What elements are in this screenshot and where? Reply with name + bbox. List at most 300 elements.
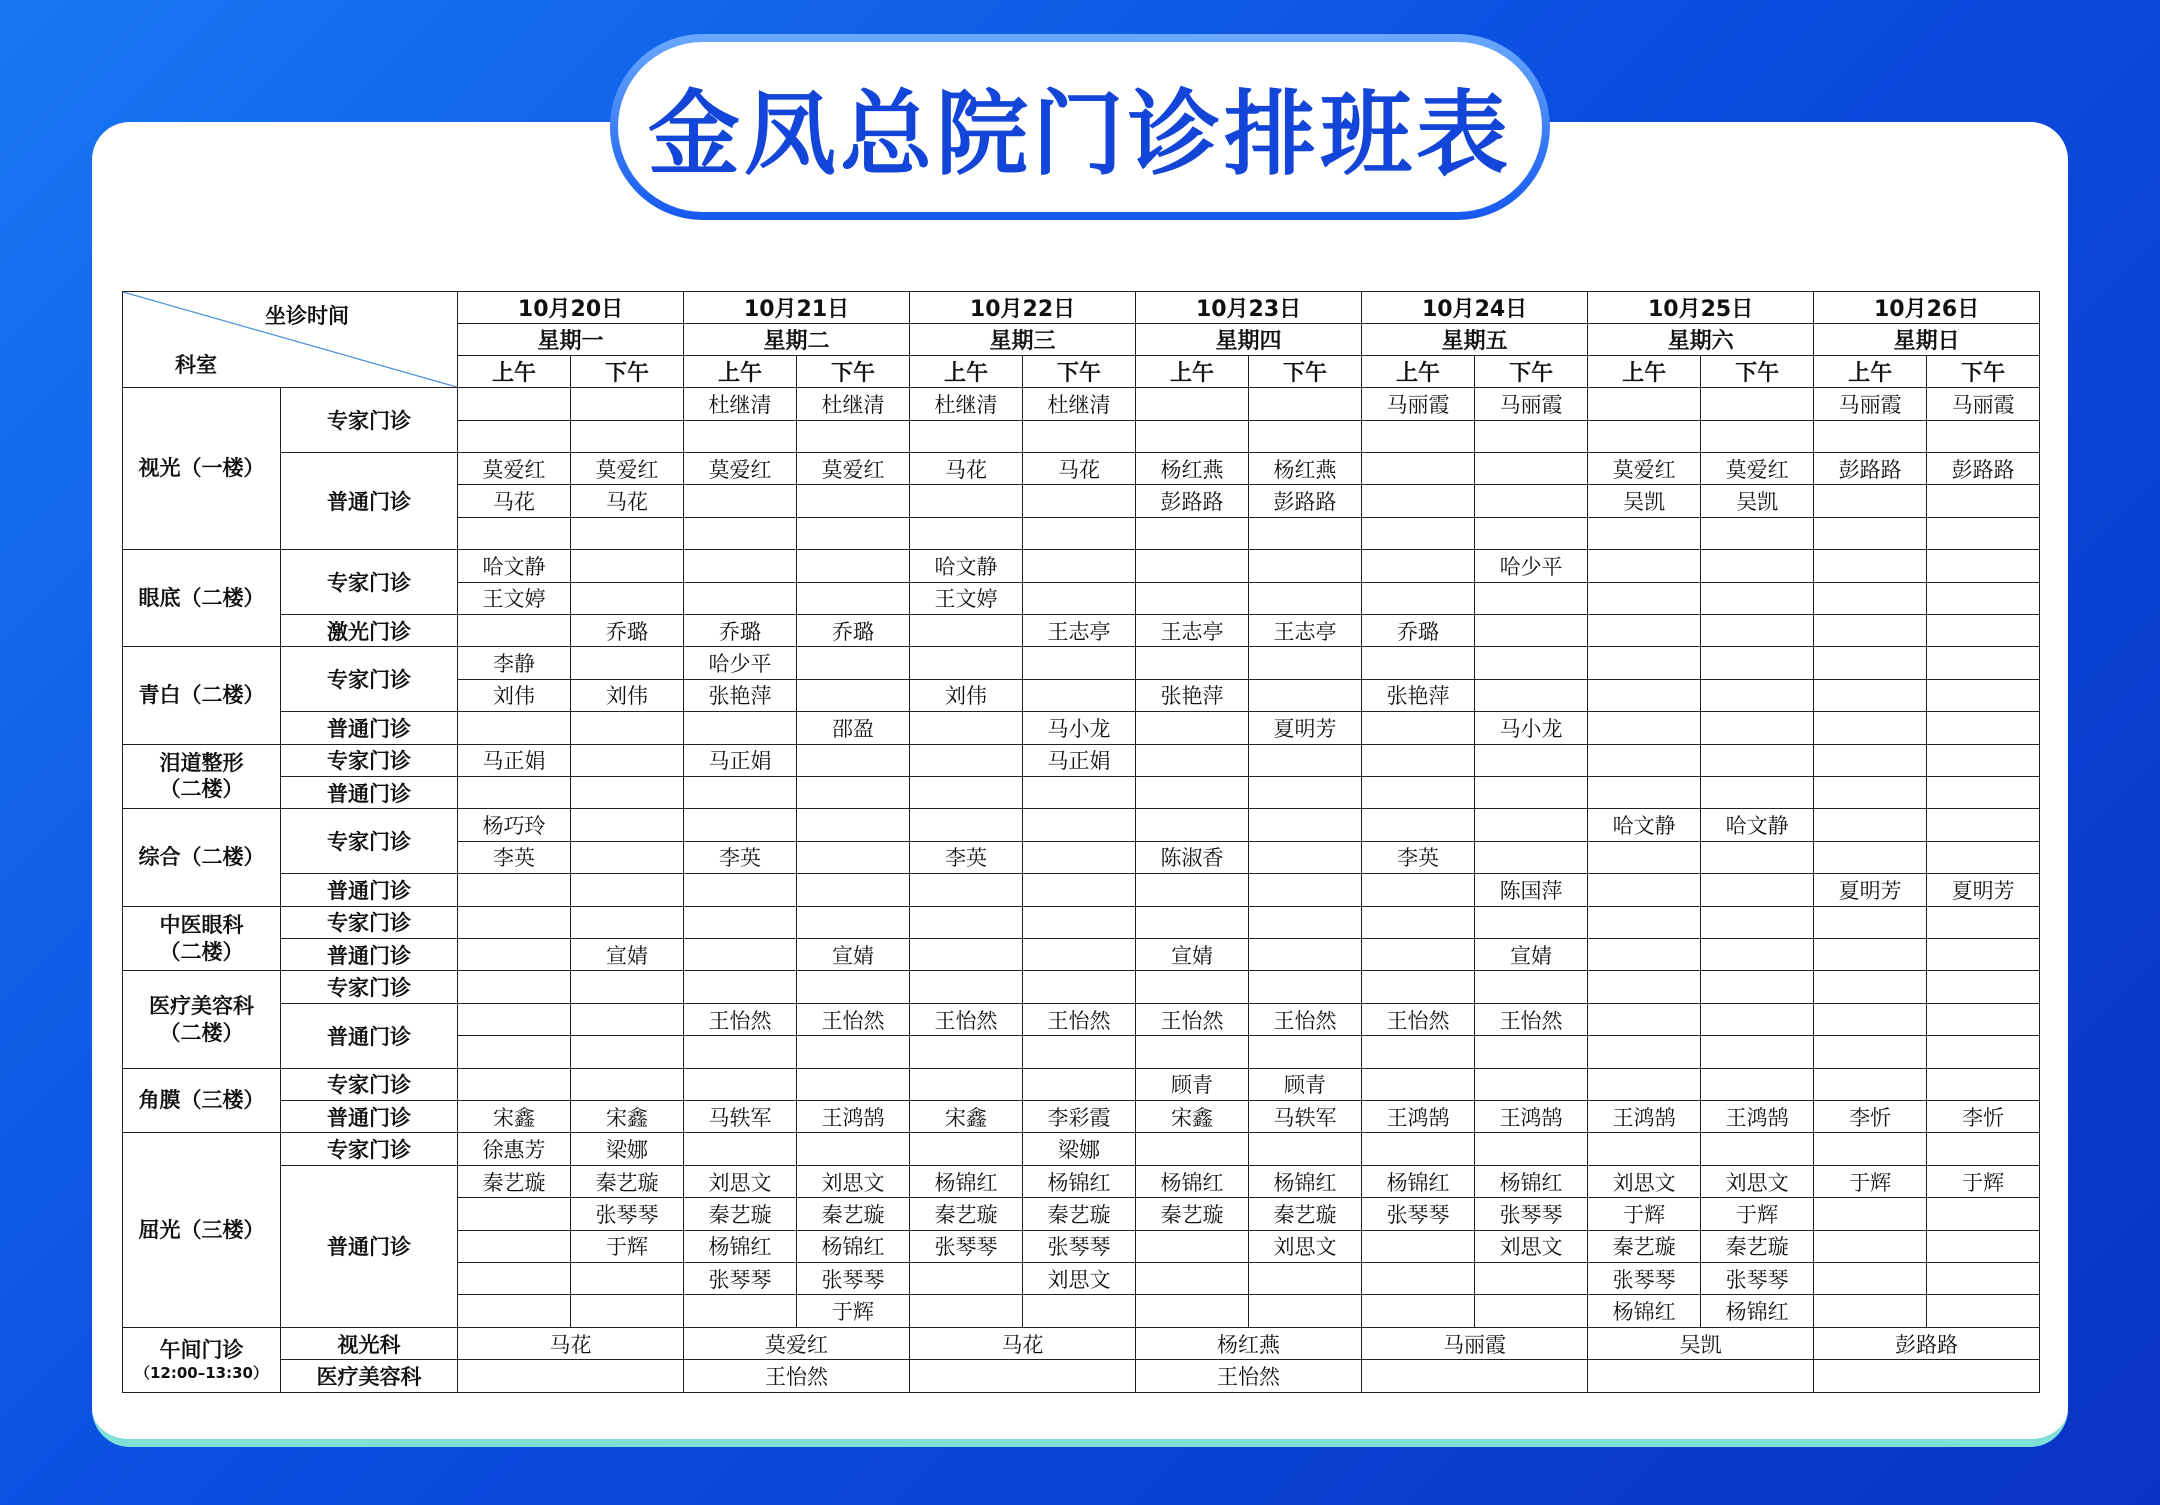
schedule-cell	[1475, 679, 1588, 711]
schedule-cell	[1136, 776, 1249, 808]
schedule-cell: 李英	[1362, 841, 1475, 873]
corner-header	[123, 292, 458, 388]
schedule-cell: 于辉	[571, 1230, 684, 1262]
schedule-cell	[1814, 614, 1927, 646]
table-row	[123, 971, 2040, 1003]
noon-clinic-type: 医疗美容科	[281, 1360, 458, 1393]
schedule-cell	[797, 971, 910, 1003]
schedule-cell	[797, 874, 910, 906]
schedule-cell	[1249, 971, 1362, 1003]
schedule-cell	[1362, 1230, 1475, 1262]
schedule-cell	[1023, 776, 1136, 808]
schedule-cell	[910, 420, 1023, 452]
schedule-cell: 刘思文	[1701, 1165, 1814, 1197]
schedule-cell: 王怡然	[1023, 1003, 1136, 1035]
schedule-cell	[1927, 485, 2040, 517]
schedule-cell	[1701, 906, 1814, 938]
schedule-cell	[1475, 1036, 1588, 1068]
schedule-cell	[571, 906, 684, 938]
schedule-cell	[1814, 841, 1927, 873]
department-label: 青白（二楼）	[123, 647, 281, 744]
schedule-cell	[1927, 1133, 2040, 1165]
schedule-cell: 于辉	[1588, 1198, 1701, 1230]
schedule-cell	[1023, 906, 1136, 938]
schedule-cell	[1249, 939, 1362, 971]
schedule-cell	[797, 647, 910, 679]
noon-clinic-type: 视光科	[281, 1327, 458, 1359]
schedule-cell	[1814, 1198, 1927, 1230]
schedule-cell	[1701, 971, 1814, 1003]
schedule-table	[122, 291, 2040, 1393]
schedule-cell: 杨锦红	[910, 1165, 1023, 1197]
table-row	[123, 744, 2040, 776]
schedule-cell	[1249, 517, 1362, 549]
schedule-cell	[458, 939, 571, 971]
schedule-cell: 于辉	[797, 1295, 910, 1327]
schedule-cell	[1023, 1295, 1136, 1327]
schedule-cell: 刘思文	[797, 1165, 910, 1197]
schedule-cell	[1362, 647, 1475, 679]
schedule-cell	[571, 388, 684, 420]
schedule-cell	[1588, 776, 1701, 808]
schedule-cell	[1362, 1263, 1475, 1295]
table-row	[123, 809, 2040, 841]
schedule-cell	[1588, 874, 1701, 906]
weekday-header: 星期三	[910, 324, 1136, 356]
date-header: 10月24日	[1362, 292, 1588, 324]
noon-schedule-cell: 王怡然	[1136, 1360, 1362, 1393]
weekday-header: 星期日	[1814, 324, 2040, 356]
noon-schedule-cell	[458, 1360, 684, 1393]
period-am-header: 上午	[1362, 356, 1475, 388]
table-row	[123, 614, 2040, 646]
schedule-cell	[684, 582, 797, 614]
schedule-cell: 王怡然	[1475, 1003, 1588, 1035]
schedule-cell	[1701, 388, 1814, 420]
schedule-cell: 王文婷	[910, 582, 1023, 614]
schedule-cell	[1023, 679, 1136, 711]
schedule-cell: 杨锦红	[1701, 1295, 1814, 1327]
schedule-cell: 莫爱红	[458, 452, 571, 484]
schedule-cell	[571, 744, 684, 776]
schedule-cell	[1701, 744, 1814, 776]
schedule-cell: 张琴琴	[684, 1263, 797, 1295]
schedule-cell	[1362, 550, 1475, 582]
schedule-cell	[797, 1133, 910, 1165]
schedule-cell: 莫爱红	[684, 452, 797, 484]
clinic-type-label: 激光门诊	[281, 614, 458, 646]
schedule-cell: 李英	[910, 841, 1023, 873]
department-label: 屈光（三楼）	[123, 1133, 281, 1327]
schedule-cell	[458, 776, 571, 808]
schedule-cell	[571, 582, 684, 614]
schedule-cell	[1588, 614, 1701, 646]
schedule-cell	[1814, 1003, 1927, 1035]
schedule-cell	[1136, 582, 1249, 614]
schedule-cell	[1475, 647, 1588, 679]
schedule-cell	[1588, 712, 1701, 744]
schedule-cell	[684, 517, 797, 549]
schedule-cell	[571, 517, 684, 549]
schedule-cell	[684, 776, 797, 808]
schedule-cell	[1023, 550, 1136, 582]
schedule-cell	[1475, 744, 1588, 776]
schedule-cell	[1814, 1068, 1927, 1100]
table-row	[123, 1068, 2040, 1100]
weekday-header: 星期五	[1362, 324, 1588, 356]
schedule-cell	[1588, 420, 1701, 452]
schedule-cell: 梁娜	[571, 1133, 684, 1165]
period-pm-header: 下午	[1023, 356, 1136, 388]
schedule-cell	[1588, 744, 1701, 776]
schedule-cell: 杨锦红	[1475, 1165, 1588, 1197]
table-row	[123, 1101, 2040, 1133]
schedule-cell	[1362, 1068, 1475, 1100]
schedule-cell	[1814, 679, 1927, 711]
schedule-cell	[1362, 744, 1475, 776]
clinic-type-label: 专家门诊	[281, 809, 458, 874]
schedule-cell: 马花	[910, 452, 1023, 484]
period-am-header: 上午	[458, 356, 571, 388]
period-am-header: 上午	[684, 356, 797, 388]
schedule-cell	[1362, 452, 1475, 484]
schedule-cell: 莫爱红	[1701, 452, 1814, 484]
schedule-cell	[1362, 1036, 1475, 1068]
schedule-cell	[1701, 712, 1814, 744]
schedule-cell: 宣婧	[1136, 939, 1249, 971]
schedule-cell	[1588, 1003, 1701, 1035]
schedule-cell	[797, 485, 910, 517]
schedule-cell: 张琴琴	[797, 1263, 910, 1295]
schedule-cell: 吴凯	[1588, 485, 1701, 517]
schedule-cell: 李英	[458, 841, 571, 873]
table-row	[123, 647, 2040, 679]
schedule-cell	[1814, 1036, 1927, 1068]
schedule-cell: 杜继清	[1023, 388, 1136, 420]
schedule-cell: 秦艺璇	[1023, 1198, 1136, 1230]
title-banner	[610, 34, 1550, 220]
schedule-cell: 马花	[1023, 452, 1136, 484]
table-row	[123, 906, 2040, 938]
schedule-cell	[1588, 906, 1701, 938]
schedule-cell: 张艳萍	[684, 679, 797, 711]
schedule-cell	[684, 1295, 797, 1327]
schedule-cell	[1475, 906, 1588, 938]
schedule-cell	[458, 906, 571, 938]
schedule-cell	[1475, 1263, 1588, 1295]
schedule-cell: 刘思文	[1475, 1230, 1588, 1262]
schedule-cell: 秦艺璇	[1701, 1230, 1814, 1262]
schedule-cell	[797, 906, 910, 938]
schedule-cell: 刘伟	[571, 679, 684, 711]
schedule-cell: 王怡然	[1362, 1003, 1475, 1035]
schedule-cell	[1249, 1133, 1362, 1165]
schedule-cell	[1475, 517, 1588, 549]
schedule-cell	[910, 1133, 1023, 1165]
table-row	[123, 1003, 2040, 1035]
schedule-cell	[1701, 1068, 1814, 1100]
schedule-cell	[1814, 712, 1927, 744]
schedule-cell	[910, 1036, 1023, 1068]
period-am-header: 上午	[1814, 356, 1927, 388]
schedule-cell: 杨锦红	[1023, 1165, 1136, 1197]
schedule-cell	[571, 1263, 684, 1295]
schedule-cell	[1814, 485, 1927, 517]
schedule-cell	[1927, 1198, 2040, 1230]
period-am-header: 上午	[910, 356, 1023, 388]
schedule-cell: 秦艺璇	[1136, 1198, 1249, 1230]
schedule-cell: 刘伟	[910, 679, 1023, 711]
schedule-cell	[1249, 1295, 1362, 1327]
schedule-cell: 马花	[571, 485, 684, 517]
schedule-cell	[571, 1036, 684, 1068]
schedule-cell: 乔璐	[684, 614, 797, 646]
period-pm-header: 下午	[1701, 356, 1814, 388]
schedule-cell	[684, 550, 797, 582]
clinic-type-label: 专家门诊	[281, 550, 458, 615]
schedule-cell: 莫爱红	[571, 452, 684, 484]
schedule-cell: 张琴琴	[1475, 1198, 1588, 1230]
schedule-cell: 哈文静	[1701, 809, 1814, 841]
schedule-cell: 杨锦红	[1588, 1295, 1701, 1327]
schedule-cell	[797, 809, 910, 841]
schedule-cell	[1588, 1068, 1701, 1100]
schedule-cell	[1475, 971, 1588, 1003]
schedule-cell	[1475, 485, 1588, 517]
schedule-cell: 马丽霞	[1927, 388, 2040, 420]
clinic-type-label: 普通门诊	[281, 1101, 458, 1133]
schedule-cell	[1362, 971, 1475, 1003]
schedule-cell	[1814, 939, 1927, 971]
department-label: 视光（一楼）	[123, 388, 281, 550]
schedule-cell: 秦艺璇	[684, 1198, 797, 1230]
schedule-cell	[1814, 550, 1927, 582]
schedule-cell	[1927, 1036, 2040, 1068]
schedule-cell	[1249, 874, 1362, 906]
schedule-cell	[1927, 809, 2040, 841]
period-pm-header: 下午	[1927, 356, 2040, 388]
schedule-cell	[1475, 452, 1588, 484]
schedule-cell: 王鸿鹄	[797, 1101, 910, 1133]
schedule-cell	[1362, 485, 1475, 517]
schedule-cell: 王鸿鹄	[1475, 1101, 1588, 1133]
schedule-cell	[1249, 679, 1362, 711]
schedule-cell: 杨红燕	[1249, 452, 1362, 484]
schedule-cell: 哈少平	[684, 647, 797, 679]
schedule-cell: 王志亭	[1136, 614, 1249, 646]
schedule-cell	[1927, 1003, 2040, 1035]
weekday-header: 星期六	[1588, 324, 1814, 356]
schedule-cell	[458, 1263, 571, 1295]
schedule-cell: 张琴琴	[1023, 1230, 1136, 1262]
schedule-cell	[1814, 647, 1927, 679]
schedule-cell	[458, 1198, 571, 1230]
schedule-cell	[458, 420, 571, 452]
schedule-cell	[910, 1068, 1023, 1100]
schedule-cell	[1927, 712, 2040, 744]
schedule-cell	[1362, 1295, 1475, 1327]
schedule-cell	[1701, 420, 1814, 452]
schedule-cell	[684, 1068, 797, 1100]
schedule-cell: 刘思文	[684, 1165, 797, 1197]
schedule-cell: 刘思文	[1023, 1263, 1136, 1295]
schedule-cell	[1814, 517, 1927, 549]
schedule-cell: 杨锦红	[1136, 1165, 1249, 1197]
noon-schedule-cell: 杨红燕	[1136, 1327, 1362, 1359]
schedule-cell	[1249, 647, 1362, 679]
table-row	[123, 1133, 2040, 1165]
schedule-cell	[571, 1068, 684, 1100]
department-label: 综合（二楼）	[123, 809, 281, 906]
schedule-cell: 王鸿鹄	[1588, 1101, 1701, 1133]
schedule-cell	[1249, 809, 1362, 841]
schedule-cell	[1701, 517, 1814, 549]
schedule-cell: 夏明芳	[1927, 874, 2040, 906]
schedule-cell	[1701, 647, 1814, 679]
schedule-cell: 宣婧	[571, 939, 684, 971]
clinic-type-label: 普通门诊	[281, 874, 458, 906]
schedule-cell	[1814, 1230, 1927, 1262]
schedule-cell	[1814, 809, 1927, 841]
schedule-cell	[571, 971, 684, 1003]
schedule-cell: 马正娟	[458, 744, 571, 776]
schedule-cell	[1023, 971, 1136, 1003]
schedule-cell	[1475, 776, 1588, 808]
table-row	[123, 388, 2040, 420]
schedule-cell	[1588, 679, 1701, 711]
clinic-type-label: 普通门诊	[281, 776, 458, 808]
schedule-cell: 马小龙	[1475, 712, 1588, 744]
clinic-type-label: 普通门诊	[281, 452, 458, 549]
schedule-cell	[684, 1133, 797, 1165]
schedule-cell	[1927, 647, 2040, 679]
schedule-cell	[1927, 582, 2040, 614]
schedule-cell	[1927, 971, 2040, 1003]
schedule-cell	[1249, 1036, 1362, 1068]
schedule-cell	[571, 874, 684, 906]
schedule-cell	[910, 809, 1023, 841]
schedule-cell	[684, 1036, 797, 1068]
schedule-cell: 马轶军	[1249, 1101, 1362, 1133]
schedule-cell	[571, 776, 684, 808]
noon-clinic-hours: （12:00–13:30）	[135, 1363, 268, 1382]
schedule-cell: 李英	[684, 841, 797, 873]
clinic-type-label: 专家门诊	[281, 647, 458, 712]
schedule-cell	[1701, 1003, 1814, 1035]
schedule-cell: 秦艺璇	[797, 1198, 910, 1230]
schedule-cell: 王怡然	[1249, 1003, 1362, 1035]
schedule-cell: 宣婧	[797, 939, 910, 971]
schedule-cell	[797, 841, 910, 873]
schedule-cell	[1814, 971, 1927, 1003]
clinic-type-label: 普通门诊	[281, 1003, 458, 1068]
schedule-cell	[1023, 841, 1136, 873]
schedule-cell: 秦艺璇	[1588, 1230, 1701, 1262]
schedule-cell	[910, 647, 1023, 679]
schedule-cell: 哈文静	[458, 550, 571, 582]
schedule-cell	[1023, 1068, 1136, 1100]
schedule-cell	[1927, 776, 2040, 808]
schedule-cell: 于辉	[1701, 1198, 1814, 1230]
schedule-cell	[1136, 1230, 1249, 1262]
schedule-cell	[910, 906, 1023, 938]
schedule-cell	[1588, 939, 1701, 971]
noon-schedule-cell	[1362, 1360, 1588, 1393]
schedule-cell: 宋鑫	[458, 1101, 571, 1133]
schedule-cell: 张琴琴	[1701, 1263, 1814, 1295]
schedule-cell: 杨红燕	[1136, 452, 1249, 484]
schedule-cell	[684, 712, 797, 744]
schedule-cell	[1136, 1263, 1249, 1295]
schedule-cell	[1701, 1133, 1814, 1165]
schedule-cell	[1136, 517, 1249, 549]
schedule-cell	[1927, 679, 2040, 711]
schedule-cell	[1249, 776, 1362, 808]
schedule-cell	[1814, 420, 1927, 452]
schedule-cell	[684, 971, 797, 1003]
schedule-cell: 张艳萍	[1136, 679, 1249, 711]
corner-time-label: 坐诊时间	[265, 304, 349, 328]
period-am-header: 上午	[1588, 356, 1701, 388]
schedule-cell: 李静	[458, 647, 571, 679]
schedule-cell	[458, 1295, 571, 1327]
department-label: 眼底（二楼）	[123, 550, 281, 647]
schedule-cell	[910, 776, 1023, 808]
clinic-type-label: 专家门诊	[281, 971, 458, 1003]
schedule-cell	[1249, 841, 1362, 873]
schedule-cell	[684, 809, 797, 841]
schedule-cell: 马轶军	[684, 1101, 797, 1133]
schedule-cell	[1475, 1295, 1588, 1327]
schedule-cell	[797, 744, 910, 776]
schedule-cell	[1814, 1295, 1927, 1327]
schedule-cell	[1136, 906, 1249, 938]
schedule-cell	[1023, 420, 1136, 452]
schedule-cell	[1588, 550, 1701, 582]
clinic-type-label: 普通门诊	[281, 1165, 458, 1327]
weekday-header: 星期一	[458, 324, 684, 356]
schedule-cell: 杨锦红	[1362, 1165, 1475, 1197]
schedule-cell: 刘思文	[1588, 1165, 1701, 1197]
period-pm-header: 下午	[571, 356, 684, 388]
schedule-cell	[1023, 582, 1136, 614]
date-header: 10月23日	[1136, 292, 1362, 324]
schedule-cell	[1475, 1068, 1588, 1100]
weekday-header: 星期四	[1136, 324, 1362, 356]
schedule-cell: 顾青	[1136, 1068, 1249, 1100]
schedule-cell	[684, 874, 797, 906]
schedule-cell	[1814, 744, 1927, 776]
schedule-cell: 梁娜	[1023, 1133, 1136, 1165]
schedule-cell: 彭路路	[1814, 452, 1927, 484]
schedule-cell	[1362, 1133, 1475, 1165]
schedule-cell: 李忻	[1927, 1101, 2040, 1133]
schedule-cell	[684, 420, 797, 452]
schedule-cell	[797, 1036, 910, 1068]
schedule-cell	[1023, 485, 1136, 517]
schedule-cell	[458, 874, 571, 906]
schedule-cell: 徐惠芳	[458, 1133, 571, 1165]
schedule-cell	[1362, 939, 1475, 971]
schedule-cell: 秦艺璇	[458, 1165, 571, 1197]
schedule-cell	[458, 388, 571, 420]
schedule-cell: 刘思文	[1249, 1230, 1362, 1262]
schedule-cell	[1136, 1133, 1249, 1165]
noon-clinic-label	[123, 1327, 281, 1392]
schedule-cell: 彭路路	[1249, 485, 1362, 517]
clinic-type-label: 专家门诊	[281, 388, 458, 453]
table-row	[123, 776, 2040, 808]
